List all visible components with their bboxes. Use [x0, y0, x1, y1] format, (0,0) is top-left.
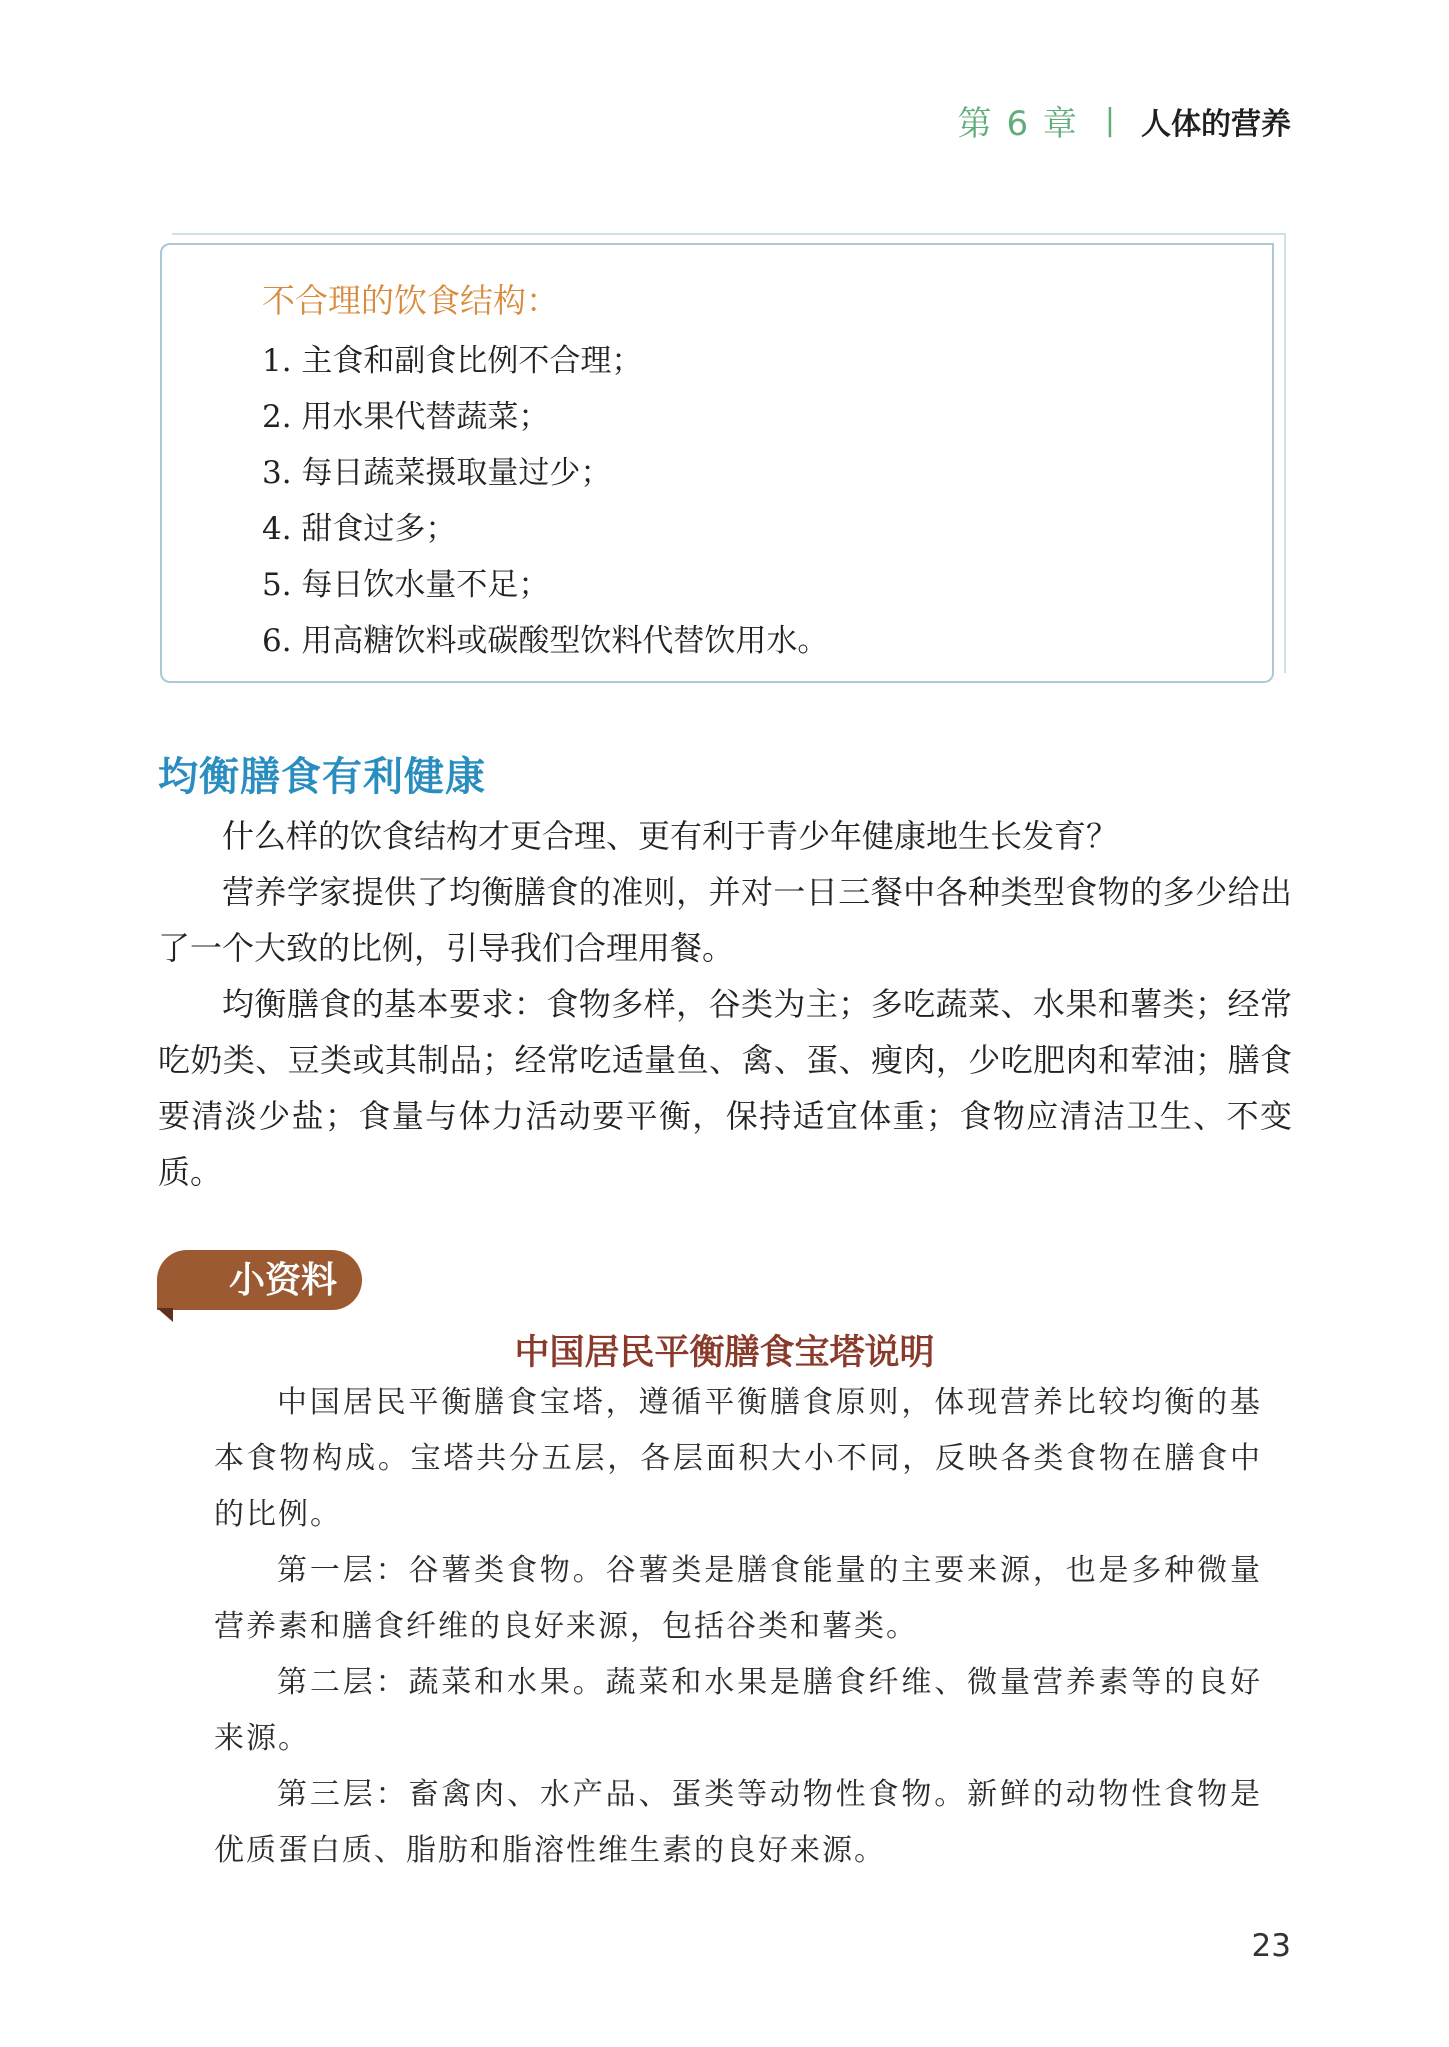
diet-list-item: 1. 主食和副食比例不合理； — [262, 343, 643, 379]
diet-list-item: 6. 用高糖饮料或碳酸型饮料代替饮用水。 — [262, 623, 829, 659]
chapter-label: 第 6 章 — [957, 104, 1079, 144]
info-title: 中国居民平衡膳食宝塔说明 — [514, 1332, 935, 1373]
diet-list-item: 2. 用水果代替蔬菜； — [262, 399, 550, 435]
info-tag-fold — [157, 1308, 173, 1322]
info-body — [214, 1375, 1262, 1879]
info-paragraph: 中国居民平衡膳食宝塔，遵循平衡膳食原则，体现营养比较均衡的基本食物构成。宝塔共分五层，各层面积大小不同，反映各类食物在膳食中的比例。 — [214, 1385, 1262, 1532]
diet-list-item: 3. 每日蔬菜摄取量过少； — [262, 455, 612, 491]
page-number: 23 — [1251, 1928, 1291, 1964]
info-tag: 小资料 — [157, 1250, 362, 1310]
diet-box-title: 不合理的饮食结构： — [262, 281, 559, 320]
chapter-header — [958, 96, 1291, 145]
body-paragraph: 什么样的饮食结构才更合理、更有利于青少年健康地生长发育？ — [222, 817, 1119, 855]
body-paragraph: 营养学家提供了均衡膳食的准则，并对一日三餐中各种类型食物的多少给出了一个大致的比例，引导我们合理用餐。 — [158, 873, 1292, 967]
improper-diet-box — [160, 243, 1274, 683]
info-paragraph: 第二层：蔬菜和水果。蔬菜和水果是膳食纤维、微量营养素等的良好来源。 — [214, 1665, 1262, 1756]
section-body — [158, 808, 1292, 1200]
chapter-separator: | — [1104, 103, 1115, 138]
diet-list — [262, 333, 828, 669]
diet-list-item: 4. 甜食过多； — [262, 511, 457, 547]
chapter-title: 人体的营养 — [1141, 106, 1291, 142]
info-paragraph: 第一层：谷薯类食物。谷薯类是膳食能量的主要来源，也是多种微量营养素和膳食纤维的良好来源，包括谷类和薯类。 — [214, 1553, 1262, 1644]
info-paragraph: 第三层：畜禽肉、水产品、蛋类等动物性食物。新鲜的动物性食物是优质蛋白质、脂肪和脂溶性维生素的良好来源。 — [214, 1777, 1262, 1868]
body-paragraph: 均衡膳食的基本要求：食物多样，谷类为主；多吃蔬菜、水果和薯类；经常吃奶类、豆类或其制品；经常吃适量鱼、禽、蛋、瘦肉，少吃肥肉和荤油；膳食要清淡少盐；食量与体力活动要平衡，保持适宜体重；食物应清洁卫生、不变质。 — [158, 985, 1292, 1191]
section-title: 均衡膳食有利健康 — [158, 754, 486, 800]
diet-list-item: 5. 每日饮水量不足； — [262, 567, 550, 603]
